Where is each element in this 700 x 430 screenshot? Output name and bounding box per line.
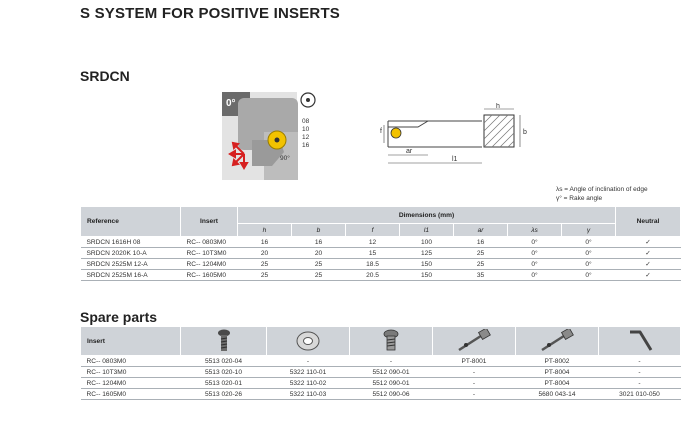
key-header-1: [433, 327, 516, 356]
table-row: [81, 270, 681, 281]
neutral-check-icon: ✓: [616, 259, 681, 270]
spare-parts-heading: Spare parts: [80, 309, 158, 325]
shim-cell: 5322 110-01: [267, 367, 350, 378]
shim-screw-cell: 5512 090-01: [350, 367, 433, 378]
insert-size-08: 08: [302, 118, 310, 125]
ar-cell: 25: [454, 248, 508, 259]
ar-cell: 16: [454, 237, 508, 248]
insert-outline-hole-icon: [306, 98, 310, 102]
lambda-header: λs: [508, 224, 562, 237]
hex-key-cell: -: [599, 378, 681, 389]
ar-cell: 35: [454, 270, 508, 281]
page-title: S SYSTEM FOR POSITIVE INSERTS: [80, 5, 341, 22]
screw-header: [181, 327, 267, 356]
screw-icon: [217, 329, 231, 353]
key-cell-2: PT-8002: [516, 356, 599, 367]
reference-cell: SRDCN 2525M 16-A: [81, 270, 181, 281]
screw-cell: 5513 020-26: [181, 389, 267, 400]
legend: [556, 186, 648, 203]
reference-header: Reference: [81, 207, 181, 237]
shim-icon: [296, 330, 320, 352]
holder-section-figure: [380, 103, 530, 167]
insert-size-12: 12: [302, 134, 310, 141]
screw-cell: 5513 020-01: [181, 378, 267, 389]
reference-cell: SRDCN 2525M 12-A: [81, 259, 181, 270]
insert-cell: RC-- 1605M0: [181, 270, 238, 281]
key-cell-1: -: [433, 389, 516, 400]
legend-rake: γ° = Rake angle: [556, 194, 603, 202]
gamma-cell: 0°: [562, 259, 616, 270]
shim-screw-icon: [382, 329, 400, 353]
insert-cell: RC-- 1204M0: [181, 259, 238, 270]
table-row: [81, 259, 681, 270]
insert-size-16: 16: [302, 142, 310, 149]
screw-cell: 5513 020-04: [181, 356, 267, 367]
spare-insert-cell: RC-- 1204M0: [81, 378, 181, 389]
insert-header: Insert: [181, 207, 238, 237]
b-cell: 20: [292, 248, 346, 259]
table-row: [81, 237, 681, 248]
h-cell: 16: [238, 237, 292, 248]
legend-inclination: λs = Angle of inclination of edge: [556, 186, 648, 193]
shim-cell: 5322 110-02: [267, 378, 350, 389]
b-cell: 16: [292, 237, 346, 248]
l1-cell: 150: [400, 259, 454, 270]
hex-key-header: [599, 327, 681, 356]
dim-f-label: f: [380, 128, 382, 135]
dim-ar-label: ar: [406, 148, 413, 155]
hex-key-cell: 3021 010-050: [599, 389, 681, 400]
dim-l1-label: l1: [452, 156, 458, 163]
key-cell-2: PT-8004: [516, 367, 599, 378]
key-header-2: [516, 327, 599, 356]
spare-insert-cell: RC-- 10T3M0: [81, 367, 181, 378]
gamma-cell: 0°: [562, 237, 616, 248]
shim-cell: -: [267, 356, 350, 367]
h-cell: 20: [238, 248, 292, 259]
h-header: h: [238, 224, 292, 237]
table-row: [81, 356, 681, 367]
spare-insert-header: Insert: [81, 327, 181, 356]
hex-key-cell: -: [599, 367, 681, 378]
spare-insert-cell: RC-- 0803M0: [81, 356, 181, 367]
ar-cell: 25: [454, 259, 508, 270]
reference-cell: SRDCN 2020K 10-A: [81, 248, 181, 259]
table-row: [81, 389, 681, 400]
dim-h-label: h: [496, 103, 500, 110]
f-cell: 20.5: [346, 270, 400, 281]
neutral-header: Neutral: [616, 207, 681, 237]
key-icon: [456, 329, 492, 353]
l1-header: l1: [400, 224, 454, 237]
tool-holder-figure: [222, 92, 342, 180]
insert-cell: RC-- 0803M0: [181, 237, 238, 248]
h-cell: 25: [238, 259, 292, 270]
dimensions-table: [80, 206, 681, 281]
lambda-cell: 0°: [508, 259, 562, 270]
insert-cell: RC-- 10T3M0: [181, 248, 238, 259]
f-cell: 18.5: [346, 259, 400, 270]
insert-side-icon: [391, 128, 401, 138]
shim-screw-header: [350, 327, 433, 356]
spare-parts-table: [80, 326, 681, 400]
reference-cell: SRDCN 1616H 08: [81, 237, 181, 248]
insert-hole-icon: [275, 138, 280, 143]
b-header: b: [292, 224, 346, 237]
dim-b-label: b: [523, 129, 527, 136]
hex-key-icon: [626, 329, 654, 353]
l1-cell: 100: [400, 237, 454, 248]
shim-screw-cell: 5512 090-06: [350, 389, 433, 400]
ar-header: ar: [454, 224, 508, 237]
f-cell: 15: [346, 248, 400, 259]
l1-cell: 125: [400, 248, 454, 259]
model-heading: SRDCN: [80, 68, 130, 84]
table-row: [81, 378, 681, 389]
neutral-check-icon: ✓: [616, 237, 681, 248]
dimensions-header: Dimensions (mm): [238, 207, 616, 224]
hex-key-cell: -: [599, 356, 681, 367]
angle-90-label: 90°: [280, 155, 290, 162]
key-cell-1: PT-8001: [433, 356, 516, 367]
key-cell-2: PT-8004: [516, 378, 599, 389]
f-header: f: [346, 224, 400, 237]
shim-screw-cell: 5512 090-01: [350, 378, 433, 389]
shim-screw-cell: -: [350, 356, 433, 367]
lambda-cell: 0°: [508, 248, 562, 259]
angle-label: 0°: [226, 98, 236, 109]
key-cell-2: 5680 043-14: [516, 389, 599, 400]
spare-insert-cell: RC-- 1605M0: [81, 389, 181, 400]
l1-cell: 150: [400, 270, 454, 281]
shim-cell: 5322 110-03: [267, 389, 350, 400]
shim-header: [267, 327, 350, 356]
b-cell: 25: [292, 259, 346, 270]
key-cell-1: -: [433, 378, 516, 389]
lambda-cell: 0°: [508, 237, 562, 248]
insert-size-10: 10: [302, 126, 310, 133]
gamma-cell: 0°: [562, 270, 616, 281]
neutral-check-icon: ✓: [616, 248, 681, 259]
key-cell-1: -: [433, 367, 516, 378]
b-cell: 25: [292, 270, 346, 281]
gamma-cell: 0°: [562, 248, 616, 259]
neutral-check-icon: ✓: [616, 270, 681, 281]
f-cell: 12: [346, 237, 400, 248]
key-icon: [539, 329, 575, 353]
table-row: [81, 367, 681, 378]
table-row: [81, 248, 681, 259]
h-cell: 25: [238, 270, 292, 281]
screw-cell: 5513 020-10: [181, 367, 267, 378]
gamma-header: γ: [562, 224, 616, 237]
lambda-cell: 0°: [508, 270, 562, 281]
